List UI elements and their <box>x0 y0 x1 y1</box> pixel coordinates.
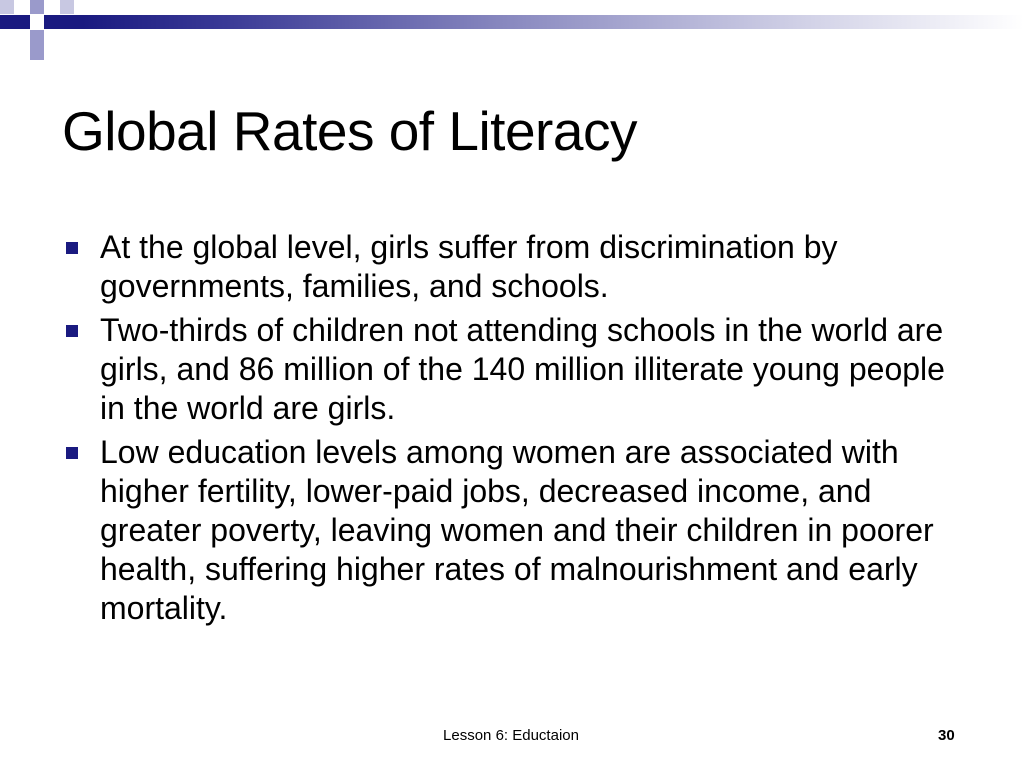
decor-square <box>44 30 60 45</box>
page-number: 30 <box>938 727 955 744</box>
decor-square <box>30 0 44 14</box>
decor-square <box>14 30 30 46</box>
square-bullet-icon <box>66 447 78 459</box>
decor-square <box>60 0 74 14</box>
decor-square <box>44 0 60 15</box>
slide-title: Global Rates of Literacy <box>62 100 637 162</box>
decor-square <box>14 0 30 15</box>
decor-square <box>30 30 44 46</box>
square-bullet-icon <box>66 242 78 254</box>
bullet-list <box>62 228 962 633</box>
bullet-text: Low education levels among women are associated with higher fertility, lower-paid jobs, decreased income, and greater poverty, leaving women and their children in poorer health, suffering higher rates of malnourishment and early mortality. <box>100 434 934 626</box>
footer-text: Lesson 6: Eductaion <box>443 727 579 744</box>
decor-square <box>0 0 14 14</box>
square-bullet-icon <box>66 325 78 337</box>
decor-square <box>30 46 44 60</box>
header-gradient-band <box>0 15 1024 29</box>
bullet-item <box>62 433 962 628</box>
bullet-text: At the global level, girls suffer from discrimination by governments, families, and schools. <box>100 229 838 304</box>
decor-square <box>0 15 14 29</box>
bullet-text: Two-thirds of children not attending schools in the world are girls, and 86 million of the 140 million illiterate young people in the world are girls. <box>100 312 945 426</box>
decor-square <box>30 15 44 29</box>
bullet-item <box>62 311 962 428</box>
bullet-item <box>62 228 962 306</box>
